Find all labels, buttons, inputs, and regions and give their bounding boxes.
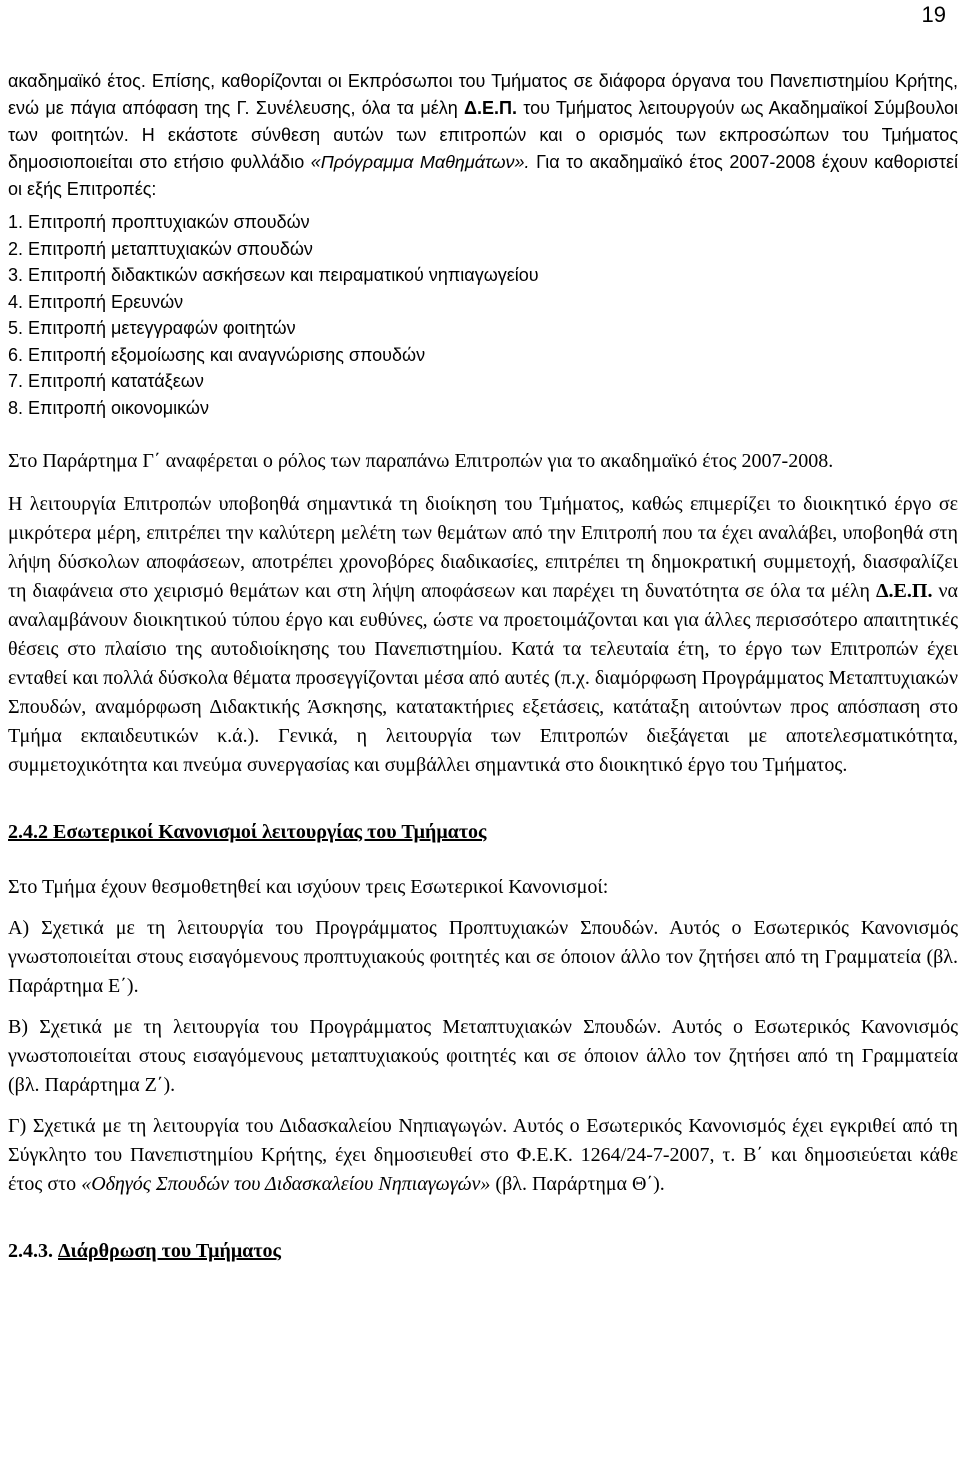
rule-c-text: Γ) Σχετικά με τη λειτουργία του Διδασκαλείου Νηπιαγωγών. Αυτός ο Εσωτερικός Κανονισμός έχει εγκριθεί από τη Σύγκλητο του Πανεπιστημίου Κρήτης, έχει δημοσιευθεί στο Φ.Ε.Κ. 1264/24-7-2007, τ. Β΄ και δημοσιεύεται κάθε έτος στο <box>8 1115 958 1195</box>
list-item: 1. Επιτροπή προπτυχιακών σπουδών <box>8 212 310 232</box>
list-item: 7. Επιτροπή κατατάξεων <box>8 371 204 391</box>
rule-c-guide-title: «Οδηγός Σπουδών του Διδασκαλείου Νηπιαγωγών» <box>81 1173 491 1195</box>
rules-intro: Στο Τμήμα έχουν θεσμοθετηθεί και ισχύουν τρεις Εσωτερικοί Κανονισμοί: <box>8 876 609 898</box>
intro-text-3: Για το ακαδημαϊκό έτος 2007-2008 έχουν καθοριστεί οι εξής Επιτροπές: <box>8 152 958 199</box>
section-heading-2-4-2 <box>8 818 958 847</box>
page-number: 19 <box>921 2 946 27</box>
intro-text-2: του Τμήματος λειτουργούν ως Ακαδημαϊκοί Σύμβουλοι των φοιτητών. Η εκάστοτε σύνθεση αυτών των επιτροπών και ο ορισμός των εκπροσώπων του Τμήματος δημοσιοποιείται στο ετήσιο φυλλάδιο <box>8 98 958 172</box>
rule-b-paragraph: Β) Σχετικά με τη λειτουργία του Προγράμματος Μεταπτυχιακών Σπουδών. Αυτός ο Εσωτερικός Κανονισμός γνωστοποιείται στους εισαγόμενους μεταπτυχιακούς φοιτητές και σε όποιον άλλο τον ζητήσει από τη Γραμματεία (βλ. Παράρτημα Ζ΄). <box>8 1016 958 1096</box>
intro-text-1: ακαδημαϊκό έτος. Επίσης, καθορίζονται οι Εκπρόσωποι του Τμήματος σε διάφορα όργανα του Πανεπιστημίου Κρήτης, ενώ με πάγια απόφαση της Γ. Συνέλευσης, όλα τα μέλη <box>8 71 958 118</box>
appendix-note: Στο Παράρτημα Γ΄ αναφέρεται ο ρόλος των παραπάνω Επιτροπών για το ακαδημαϊκό έτος 2007-2008. <box>8 450 834 472</box>
intro-dep-abbrev: Δ.Ε.Π. <box>464 98 517 118</box>
list-item: 2. Επιτροπή μεταπτυχιακών σπουδών <box>8 238 313 259</box>
rule-c-paragraph <box>8 1112 958 1199</box>
page-content <box>8 68 958 1266</box>
function-dep-abbrev: Δ.Ε.Π. <box>876 580 933 602</box>
section-number: 2.4.2 <box>8 821 48 843</box>
rule-a-paragraph: Α) Σχετικά με τη λειτουργία του Προγράμματος Προπτυχιακών Σπουδών. Αυτός ο Εσωτερικός Κανονισμός γνωστοποιείται στους εισαγόμενους προπτυχιακούς φοιτητές και σε όποιον άλλο τον ζητήσει από τη Γραμματεία (βλ. Παράρτημα Ε΄). <box>8 917 958 997</box>
section-title: Διάρθρωση του Τμήματος <box>58 1240 281 1262</box>
list-item: 5. Επιτροπή μετεγγραφών φοιτητών <box>8 318 296 338</box>
section-number: 2.4.3. <box>8 1240 53 1262</box>
list-item: 6. Επιτροπή εξομοίωσης και αναγνώρισης σπουδών <box>8 344 426 365</box>
list-item: 4. Επιτροπή Ερευνών <box>8 291 184 312</box>
section-title: Εσωτερικοί Κανονισμοί λειτουργίας του Τμήματος <box>53 821 487 843</box>
rule-c-end: (βλ. Παράρτημα Θ΄). <box>495 1173 665 1195</box>
intro-program-title: «Πρόγραμμα Μαθημάτων». <box>310 152 530 172</box>
committee-list <box>8 209 958 421</box>
function-text-2: να αναλαμβάνουν διοικητικού τύπου έργο και ευθύνες, ώστε να προετοιμάζονται και για άλλες περισσότερο απαιτητικές θέσεις στο πλαίσιο της αυτοδιοίκησης του Πανεπιστημίου. Κατά τα τελευταία έτη, το έργο των Επιτροπών έχει ενταθεί και πολλά δύσκολα θέματα προσεγγίζονται μέσα από αυτές (π.χ. διαμόρφωση Προγράμματος Μεταπτυχιακών Σπουδών, αναμόρφωση Διδακτικής Άσκησης, κατατακτήριες εξετάσεις, κατάταξη αιτούντων προς απόσπαση στο Τμήμα εκπαιδευτικών κ.ά.). Γενικά, η λειτουργία των Επιτροπών διεξάγεται με αποτελεσματικότητα, συμμετοχικότητα και πνεύμα συνεργασίας και συμβάλλει σημαντικά στο διοικητικό έργο του Τμήματος. <box>8 580 959 776</box>
list-item: 8. Επιτροπή οικονομικών <box>8 397 209 418</box>
function-paragraph <box>8 490 958 780</box>
intro-paragraph <box>8 68 958 203</box>
section-heading-2-4-3 <box>8 1237 958 1266</box>
function-text-1: Η λειτουργία Επιτροπών υποβοηθά σημαντικά τη διοίκηση του Τμήματος, καθώς επιμερίζει το διοικητικό έργο σε μικρότερα μέρη, επιτρέπει την καλύτερη μελέτη των θεμάτων από την Επιτροπή που τα έχει αναλάβει, υποβοηθά στη λήψη δύσκολων αποφάσεων, αποτρέπει χρονοβόρες διαδικασίες, επιτρέπει τη δημοκρατική συμμετοχή, διασφαλίζει τη διαφάνεια στο χειρισμό θεμάτων και στη λήψη αποφάσεων και παρέχει τη δυνατότητα σε όλα τα μέλη <box>8 493 958 602</box>
list-item: 3. Επιτροπή διδακτικών ασκήσεων και πειραματικού νηπιαγωγείου <box>8 265 539 285</box>
